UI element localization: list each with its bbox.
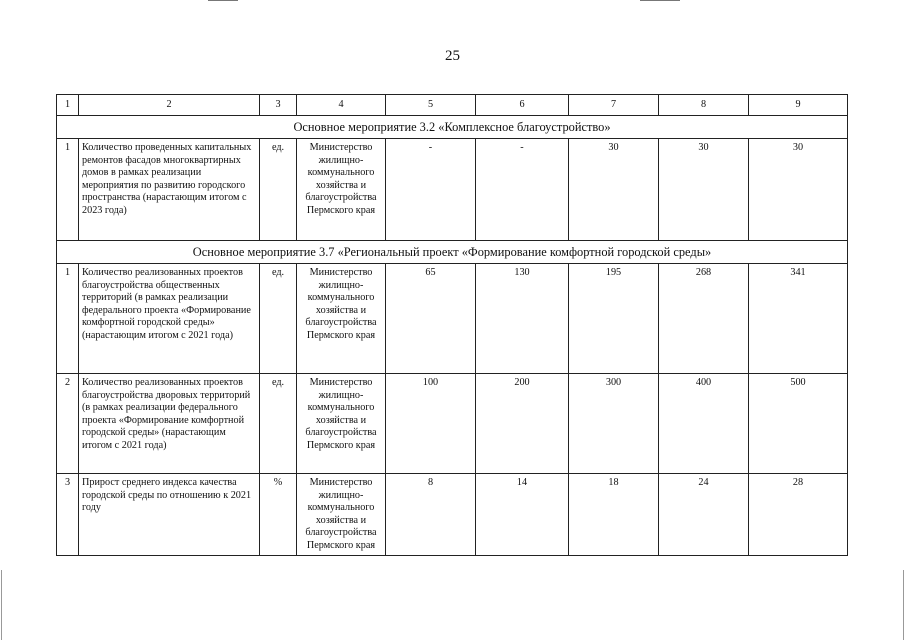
executor: Министерство жилищно-коммунального хозяйства и благоустройства Пермского края bbox=[297, 139, 386, 241]
column-header: 8 bbox=[659, 95, 749, 116]
unit: ед. bbox=[260, 374, 297, 474]
row-number: 1 bbox=[57, 139, 79, 241]
section-title: Основное мероприятие 3.2 «Комплексное благоустройство» bbox=[57, 116, 848, 139]
value-cell: - bbox=[476, 139, 569, 241]
indicator-name: Количество реализованных проектов благоустройства дворовых территорий (в рамках реализации федерального проекта «Формирование комфортной городской среды» (нарастающим итогом с 2021 года) bbox=[79, 374, 260, 474]
value-cell: 30 bbox=[749, 139, 848, 241]
value-cell: 14 bbox=[476, 474, 569, 556]
row-number: 1 bbox=[57, 264, 79, 374]
table-row bbox=[57, 139, 848, 241]
unit: ед. bbox=[260, 264, 297, 374]
value-cell: 28 bbox=[749, 474, 848, 556]
value-cell: 500 bbox=[749, 374, 848, 474]
indicator-name: Количество реализованных проектов благоустройства общественных территорий (в рамках реализации федерального проекта «Формирование комфортной городской среды» (нарастающим итогом с 2021 года) bbox=[79, 264, 260, 374]
page-number: 25 bbox=[445, 48, 460, 64]
indicator-name: Количество проведенных капитальных ремонтов фасадов многоквартирных домов в рамках реализации мероприятия по развитию городского пространства (нарастающим итогом с 2023 года) bbox=[79, 139, 260, 241]
table-row bbox=[57, 264, 848, 374]
value-cell: 400 bbox=[659, 374, 749, 474]
value-cell: 100 bbox=[386, 374, 476, 474]
value-cell: 300 bbox=[569, 374, 659, 474]
column-header: 4 bbox=[297, 95, 386, 116]
section-title: Основное мероприятие 3.7 «Региональный проект «Формирование комфортной городской среды» bbox=[57, 241, 848, 264]
scan-top-mark-right bbox=[640, 0, 680, 1]
value-cell: 268 bbox=[659, 264, 749, 374]
column-header: 5 bbox=[386, 95, 476, 116]
section-header-row bbox=[57, 241, 848, 264]
value-cell: 195 bbox=[569, 264, 659, 374]
row-number: 2 bbox=[57, 374, 79, 474]
value-cell: 341 bbox=[749, 264, 848, 374]
scan-artifact-line bbox=[1, 570, 2, 640]
value-cell: - bbox=[386, 139, 476, 241]
column-header: 2 bbox=[79, 95, 260, 116]
value-cell: 30 bbox=[659, 139, 749, 241]
column-header: 7 bbox=[569, 95, 659, 116]
column-header: 3 bbox=[260, 95, 297, 116]
scan-artifact-line bbox=[903, 570, 904, 640]
table-row bbox=[57, 474, 848, 556]
column-header: 9 bbox=[749, 95, 848, 116]
executor: Министерство жилищно-коммунального хозяйства и благоустройства Пермского края bbox=[297, 374, 386, 474]
value-cell: 8 bbox=[386, 474, 476, 556]
value-cell: 30 bbox=[569, 139, 659, 241]
indicator-name: Прирост среднего индекса качества городской среды по отношению к 2021 году bbox=[79, 474, 260, 556]
value-cell: 65 bbox=[386, 264, 476, 374]
indicators-table bbox=[56, 94, 848, 556]
row-number: 3 bbox=[57, 474, 79, 556]
executor: Министерство жилищно-коммунального хозяйства и благоустройства Пермского края bbox=[297, 474, 386, 556]
executor: Министерство жилищно-коммунального хозяйства и благоустройства Пермского края bbox=[297, 264, 386, 374]
table-row bbox=[57, 374, 848, 474]
column-header: 6 bbox=[476, 95, 569, 116]
scan-top-mark-left bbox=[208, 0, 238, 1]
unit: ед. bbox=[260, 139, 297, 241]
unit: % bbox=[260, 474, 297, 556]
value-cell: 130 bbox=[476, 264, 569, 374]
column-header: 1 bbox=[57, 95, 79, 116]
column-number-row bbox=[57, 95, 848, 116]
value-cell: 24 bbox=[659, 474, 749, 556]
section-header-row bbox=[57, 116, 848, 139]
value-cell: 200 bbox=[476, 374, 569, 474]
value-cell: 18 bbox=[569, 474, 659, 556]
